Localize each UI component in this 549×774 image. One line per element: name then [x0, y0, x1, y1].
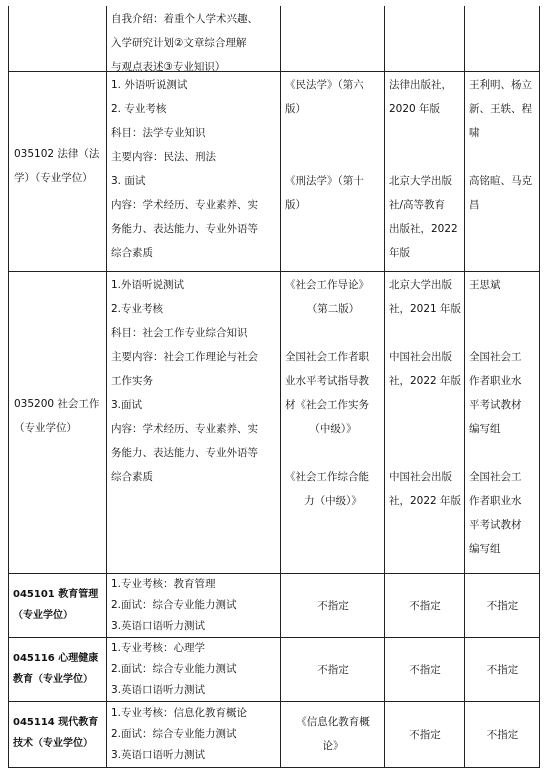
program-cell — [8, 272, 107, 574]
text-line: 科目：社会工作专业综合知识 — [111, 327, 248, 339]
text-line: 1.专业考核：心理学 — [111, 642, 206, 654]
author-text: 平考试教材 — [469, 399, 522, 411]
unspecified-text: 不指定 — [409, 599, 441, 612]
publisher-cell — [385, 272, 465, 574]
textbook-title: 材《社会工作实务 — [285, 399, 369, 411]
textbook-cell — [281, 272, 385, 574]
table-row-continuation — [8, 6, 540, 72]
program-name: 035200 社会工作 — [14, 398, 100, 410]
publisher-cell — [385, 638, 465, 702]
author-cell — [465, 272, 540, 574]
program-name: 教育（专业学位） — [13, 674, 93, 685]
publisher-text: 中国社会出版 — [389, 351, 452, 363]
program-name: （专业学位） — [14, 422, 77, 434]
unspecified-text: 不指定 — [486, 663, 519, 676]
exam-content-cell — [107, 6, 281, 72]
text-line: 综合素质 — [111, 471, 153, 483]
text-line: 2.专业考核 — [111, 303, 164, 315]
table-row-mental-health-education — [8, 638, 540, 702]
author-cell — [465, 6, 540, 72]
text-line: 2.面试：综合专业能力测试 — [111, 663, 237, 675]
textbook-title: 力（中级）》 — [304, 495, 362, 507]
text-line: 综合素质 — [111, 247, 153, 259]
text-line: 1.专业考核：信息化教育概论 — [111, 707, 248, 719]
unspecified-text: 不指定 — [486, 728, 519, 741]
publisher-text: 年版 — [389, 247, 410, 259]
author-text: 平考试教材 — [469, 519, 522, 531]
textbook-title: 《民法学》（第六 — [285, 79, 364, 91]
publisher-text: 社，2021 年版 — [389, 303, 462, 315]
textbook-cell — [281, 702, 385, 768]
publisher-cell — [385, 6, 465, 72]
exam-content-cell — [107, 638, 281, 702]
publisher-text: 北京大学出版 — [389, 175, 452, 187]
textbook-title: 论》 — [322, 740, 344, 752]
text-line: 3.面试 — [111, 399, 143, 411]
author-text: 昌 — [469, 199, 480, 211]
table-row-law — [8, 72, 540, 272]
textbook-title: 《社会工作导论》 — [285, 279, 369, 291]
textbook-title: （第二版） — [306, 303, 360, 315]
text-line: 主要内容：民法、刑法 — [111, 151, 216, 163]
author-text: 作者职业水 — [469, 495, 522, 507]
text-line: 1.外语听说测试 — [111, 279, 185, 291]
text-line: 务能力、表达能力、专业外语等 — [111, 447, 258, 459]
exam-content-cell — [107, 702, 281, 768]
text-line: 3.英语口语听力测试 — [111, 684, 206, 696]
textbook-title: （中级）》 — [309, 423, 357, 435]
publisher-text: 社，2022 年版 — [389, 375, 462, 387]
author-cell — [465, 574, 540, 638]
publisher-text: 社，2022 年版 — [389, 495, 462, 507]
textbook-title: 全国社会工作者职 — [285, 351, 369, 363]
textbook-title: 版） — [285, 199, 306, 211]
author-cell — [465, 702, 540, 768]
text-line: 3.英语口语听力测试 — [111, 620, 206, 632]
text-line: 内容：学术经历、专业素养、实 — [111, 423, 258, 435]
author-text: 全国社会工 — [469, 351, 522, 363]
exam-content-cell — [107, 574, 281, 638]
program-name: 035102 法律（法 — [14, 148, 100, 160]
publisher-text: 出版社，2022 — [389, 223, 458, 235]
unspecified-text: 不指定 — [409, 728, 441, 741]
textbook-cell — [281, 638, 385, 702]
author-text: 王思斌 — [469, 279, 501, 291]
text-line: 与观点表述③专业知识） — [111, 61, 226, 73]
text-line: 3.英语口语听力测试 — [111, 749, 206, 761]
author-text: 高铭暄、马克 — [469, 175, 532, 187]
text-line: 入学研究计划②文章综合理解 — [111, 37, 247, 49]
publisher-text: 中国社会出版 — [389, 471, 452, 483]
textbook-cell — [281, 574, 385, 638]
textbook-title: 《信息化教育概 — [296, 716, 370, 728]
text-line: 3. 面试 — [111, 175, 146, 187]
publisher-cell — [385, 702, 465, 768]
textbook-title: 《刑法学》（第十 — [285, 175, 364, 187]
text-line: 2. 专业考核 — [111, 103, 167, 115]
table-row-education-management — [8, 574, 540, 638]
unspecified-text: 不指定 — [317, 663, 349, 676]
unspecified-text: 不指定 — [409, 663, 441, 676]
publisher-text: 2020 年版 — [389, 103, 441, 115]
author-text: 作者职业水 — [469, 375, 522, 387]
author-text: 编写组 — [469, 543, 501, 555]
publisher-cell — [385, 72, 465, 272]
table-row-social-work — [8, 272, 540, 574]
publisher-text: 法律出版社， — [389, 79, 452, 91]
publisher-text: 社/高等教育 — [389, 199, 446, 211]
publisher-cell — [385, 574, 465, 638]
program-name: 045114 现代教育 — [13, 717, 99, 728]
author-text: 编写组 — [469, 423, 501, 435]
author-text: 王利明、杨立 — [469, 79, 532, 91]
text-line: 内容：学术经历、专业素养、实 — [111, 199, 258, 211]
text-line: 1.专业考核：教育管理 — [111, 578, 216, 590]
unspecified-text: 不指定 — [486, 599, 519, 612]
text-line: 工作实务 — [111, 375, 153, 387]
author-text: 新、王轶、程 — [469, 103, 532, 115]
textbook-cell — [281, 6, 385, 72]
author-text: 啸 — [469, 127, 480, 139]
program-name: 技术（专业学位） — [13, 738, 93, 749]
textbook-title: 业水平考试指导教 — [285, 375, 369, 387]
publisher-text: 北京大学出版 — [389, 279, 452, 291]
exam-content-cell — [107, 272, 281, 574]
program-cell — [8, 638, 107, 702]
program-name: 045101 教育管理 — [13, 589, 99, 600]
text-line: 科目：法学专业知识 — [111, 127, 206, 139]
program-cell — [8, 72, 107, 272]
text-line: 自我介绍：着重个人学术兴趣、 — [111, 13, 258, 25]
program-cell — [8, 574, 107, 638]
exam-content-cell — [107, 72, 281, 272]
text-line: 主要内容：社会工作理论与社会 — [111, 351, 258, 363]
text-line: 务能力、表达能力、专业外语等 — [111, 223, 258, 235]
unspecified-text: 不指定 — [317, 599, 349, 612]
program-name: 学）（专业学位） — [14, 172, 93, 184]
program-name: （专业学位） — [13, 610, 73, 621]
text-line: 1. 外语听说测试 — [111, 79, 188, 91]
program-name: 045116 心理健康 — [13, 653, 99, 664]
text-line: 2.面试：综合专业能力测试 — [111, 599, 237, 611]
author-cell — [465, 72, 540, 272]
program-cell — [8, 6, 107, 72]
textbook-cell — [281, 72, 385, 272]
author-cell — [465, 638, 540, 702]
program-cell — [8, 702, 107, 768]
author-text: 全国社会工 — [469, 471, 522, 483]
textbook-title: 版） — [285, 103, 306, 115]
textbook-title: 《社会工作综合能 — [285, 471, 369, 483]
text-line: 2.面试：综合专业能力测试 — [111, 728, 237, 740]
table-row-modern-education-technology — [8, 702, 540, 768]
